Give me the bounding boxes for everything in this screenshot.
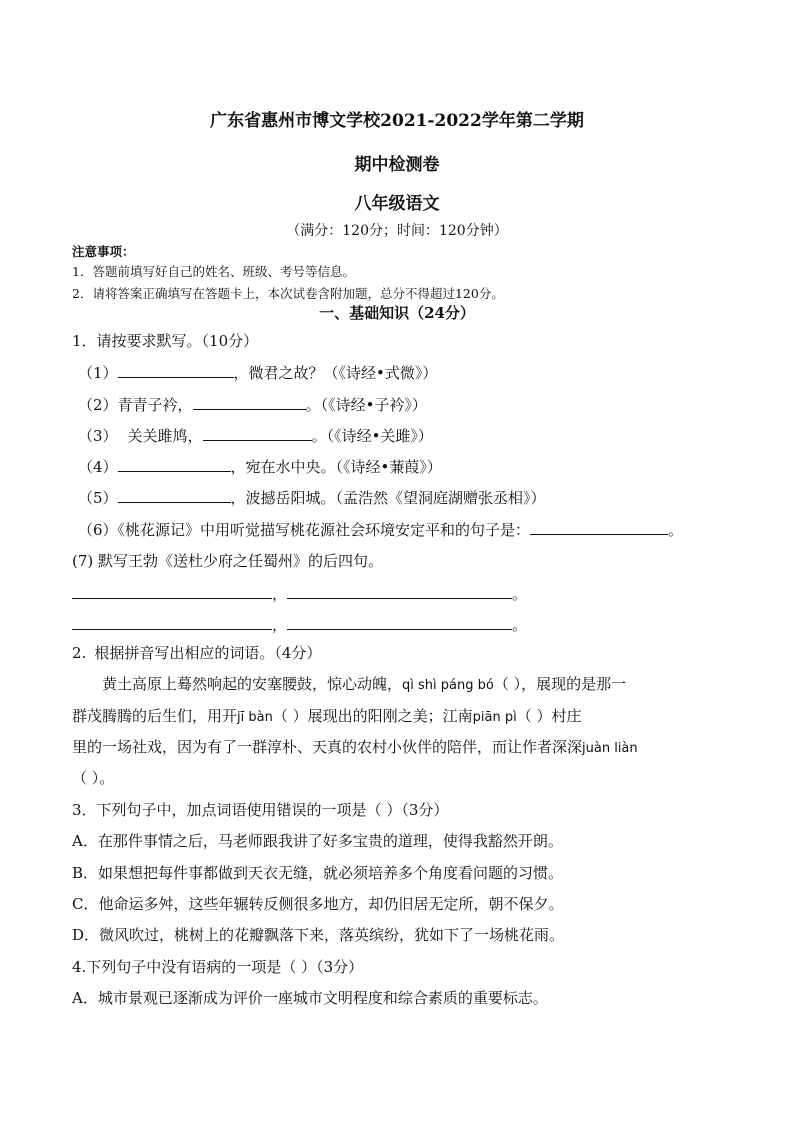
q1-sub5-number: （5） [78,489,118,507]
q1-sub6-text: （6）《桃花源记》中用听觉描写桃花源社会环境安定平和的句子是： [78,521,531,539]
q2-blank-4[interactable]: （ ）。 [72,769,115,787]
q2-pinyin-2: jī bàn [237,710,273,725]
q1-sub2-number: （2） [78,396,118,414]
q1-sub7-line2 [72,614,527,635]
q3-option-c[interactable]: C．他命运多舛，这些年辗转反侧很多地方，却仍旧居无定所，朝不保夕。 [72,895,564,913]
q1-sub5-blank[interactable] [118,487,231,503]
q1-sub3-number: （3） [78,427,118,445]
q3-stem: 3．下列句子中，加点词语使用错误的一项是（ ）（3分） [72,801,449,819]
section-1-heading: 一、基础知识（24分） [319,304,475,322]
q1-sub6 [78,519,683,540]
q4-option-a[interactable]: A．城市景观已逐渐成为评价一座城市文明程度和综合素质的重要标志。 [72,989,548,1007]
q1-sub7-line1 [72,583,527,604]
q1-sub1-text: ，微君之故？（《诗经•式微》） [233,364,438,382]
q1-sub1-number: （1） [78,364,118,382]
q1-sub5 [78,487,546,508]
q1-sub6-blank[interactable] [530,519,668,535]
q1-sub7-period-2: 。 [512,616,528,634]
exam-title-line2: 期中检测卷 [354,155,440,175]
q2-text-2: 群茂腾腾的后生们，用开 [72,707,238,725]
q1-sub3 [78,425,433,446]
q2-blank-1[interactable]: （ ），展现的是那一 [493,675,627,693]
q1-sub4-number: （4） [78,458,118,476]
q1-sub5-text: ，波撼岳阳城。（孟浩然《望洞庭湖赠张丞相》） [230,489,546,507]
notes-item-1: 1．答题前填写好自己的姓名、班级、考号等信息。 [72,264,355,279]
q1-sub7-stem: (7) 默写王勃《送杜少府之任蜀州》的后四句。 [72,552,384,570]
q1-sub3-post: 。（《诗经•关雎》） [311,427,433,445]
q3-option-b[interactable]: B．如果想把每件事都做到天衣无缝，就必须培养多个角度看问题的习惯。 [72,864,564,882]
q1-sub7-blank-2[interactable] [287,583,512,599]
score-time-info: （满分：120分；时间：120分钟） [286,223,508,239]
q1-sub2-pre: 青青子衿， [117,396,193,414]
q1-sub3-pre: 关关雎鸠， [127,427,203,445]
q1-sub2-blank[interactable] [193,394,306,410]
q1-sub4-blank[interactable] [118,456,231,472]
q1-sub7-comma-2: ， [272,616,288,634]
q1-sub1-blank[interactable] [118,362,234,378]
q1-sub4 [78,456,442,477]
q1-sub6-end: 。 [668,521,684,539]
q2-passage-line3 [72,737,638,759]
q3-option-d[interactable]: D．微风吹过，桃树上的花瓣飘落下来，落英缤纷，犹如下了一场桃花雨。 [72,926,565,944]
q4-stem: 4.下列句子中没有语病的一项是（ ）（3分） [72,958,364,976]
exam-title-line3: 八年级语文 [354,194,440,214]
q1-stem: 1．请按要求默写。（10分） [72,332,259,350]
q2-stem-text: 根据拼音写出相应的词语。（4分） [94,644,322,662]
q1-sub2 [78,394,427,415]
exam-title-line1: 广东省惠州市博文学校2021-2022学年第二学期 [210,111,584,131]
q1-sub7-blank-1[interactable] [72,583,272,599]
q2-pinyin-4: juàn liàn [582,741,638,756]
q2-passage-line2 [72,706,581,728]
q1-sub7-blank-4[interactable] [287,614,512,630]
q1-sub7-period-1: 。 [512,585,528,603]
q1-sub4-text: ，宛在水中央。（《诗经•蒹葭》） [230,458,442,476]
q2-pinyin-1: qì shì páng bó [402,678,494,693]
notes-heading: 注意事项： [72,244,135,259]
q1-sub2-post: 。（《诗经•子衿》） [305,396,427,414]
q2-text-1: 黄土高原上蓦然响起的安塞腰鼓，惊心动魄， [102,675,403,693]
q2-blank-3[interactable]: （ ）村庄 [516,707,582,725]
q1-sub7-comma-1: ， [272,585,288,603]
q1-sub3-blank[interactable] [203,425,312,441]
q1-sub7-blank-3[interactable] [72,614,272,630]
q1-sub1 [78,362,437,383]
q2-passage-line1 [102,674,626,696]
q2-text-3: 里的一场社戏，因为有了一群淳朴、天真的农村小伙伴的陪伴，而让作者深深 [72,738,583,756]
q2-number: 2. [72,644,87,662]
notes-item-2: 2．请将答案正确填写在答题卡上，本次试卷含附加题，总分不得超过120分。 [72,286,504,301]
q2-stem [72,643,321,663]
q3-option-a[interactable]: A．在那件事情之后，马老师跟我讲了好多宝贵的道理，使得我豁然开朗。 [72,832,563,850]
q2-pinyin-3: piān pì [472,710,517,725]
q2-blank-2[interactable]: （ ）展现出的阳刚之美；江南 [272,707,473,725]
